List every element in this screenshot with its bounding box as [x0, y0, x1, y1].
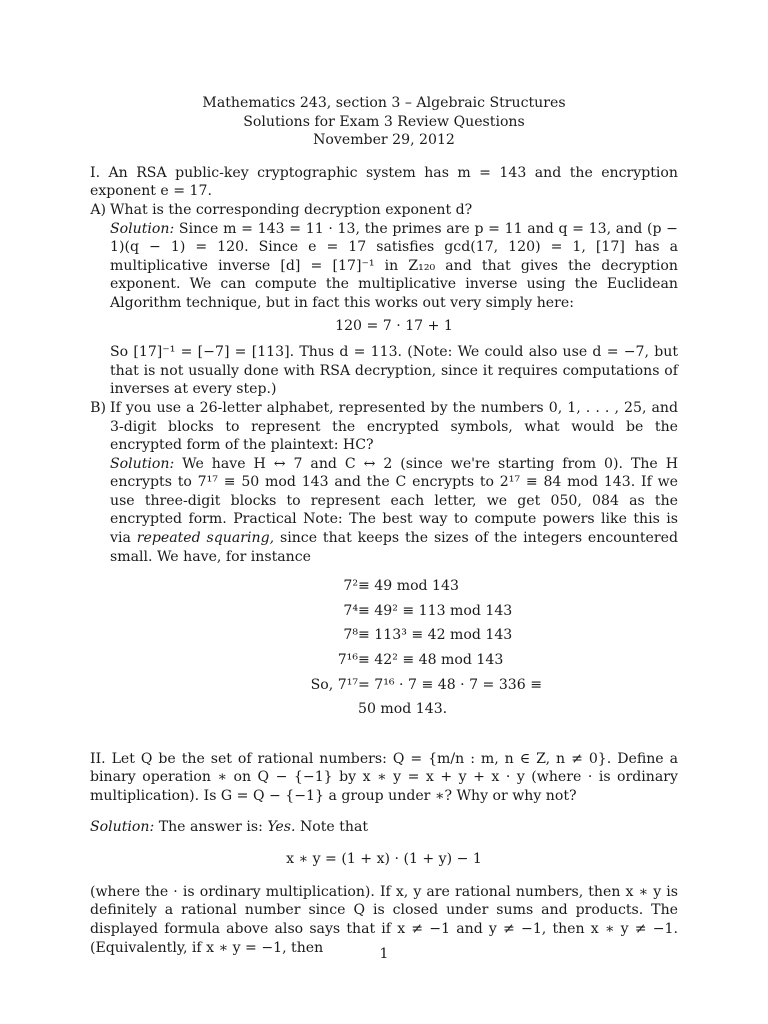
answer-lead: The answer is: — [158, 818, 263, 835]
document-title: Solutions for Exam 3 Review Questions — [243, 113, 525, 130]
problem-2-paragraph: (where the · is ordinary multiplication). If x, y are rational numbers, then x ∗ y is definitely a rational number since Q is closed under sums and products. The displayed formula above also says that if x ≠ −1 and y ≠ −1, then x ∗ y ≠ −1. (Equivalently, if x ∗ y = −1, then — [90, 883, 678, 956]
power-lhs: 7⁴ — [343, 602, 358, 619]
answer-value: Yes. — [267, 818, 296, 835]
power-row — [248, 673, 548, 722]
solution-label: Solution: — [110, 220, 175, 237]
part-a-label: A) — [90, 201, 106, 218]
part-b-solution-end: since that keeps the sizes of the integers encountered small. We have, for instance — [110, 530, 678, 565]
solution-label: Solution: — [90, 818, 155, 835]
part-a-solution-text: Since m = 143 = 11 · 13, the primes are p = 11 and q = 13, and (p − 1)(q − 1) = 120. Since e = 17 satisfies gcd(17, 120) = 1, [17] has a multiplicative inverse [d] = [17]⁻¹ in Z₁₂₀ and that gives the decryption exponent. We can compute the multiplicative inverse using the Euclidean Algorithm technique, but in fact this works out very simply here: — [110, 220, 678, 311]
document-header — [90, 94, 678, 150]
answer-tail: Note that — [299, 818, 369, 835]
power-lhs: 7² — [343, 578, 358, 595]
course-title: Mathematics 243, section 3 – Algebraic Structures — [202, 95, 566, 111]
page-number: 1 — [379, 946, 389, 962]
part-a — [90, 201, 678, 399]
part-b-question: If you use a 26-letter alphabet, represented by the numbers 0, 1, . . . , 25, and 3-digit blocks to represent the encrypted symbols, what would be the encrypted form of the plaintext: HC? — [110, 399, 678, 454]
power-rhs: ≡ 49 mod 143 — [358, 578, 459, 595]
power-row — [248, 599, 548, 624]
page-content — [90, 94, 678, 957]
part-a-question: What is the corresponding decryption exponent d? — [110, 201, 473, 218]
problem-1-intro: An RSA public-key cryptographic system has m = 143 and the encryption exponent e = 17. — [90, 164, 678, 200]
part-b — [90, 399, 678, 566]
power-lhs: 7⁸ — [343, 627, 358, 644]
power-rhs: ≡ 42² ≡ 48 mod 143 — [358, 652, 504, 669]
power-lhs: 7¹⁶ — [337, 652, 358, 669]
problem-2 — [90, 750, 678, 806]
power-rhs: = 7¹⁶ · 7 ≡ 48 · 7 = 336 ≡ 50 mod 143. — [358, 676, 543, 718]
problem-2-label: II. — [90, 750, 106, 767]
power-rhs: ≡ 113³ ≡ 42 mod 143 — [358, 627, 513, 644]
euclid-equation: 120 = 7 · 17 + 1 — [335, 317, 453, 334]
problem-1 — [90, 164, 678, 201]
problem-1-label: I. — [90, 164, 101, 181]
part-b-label: B) — [90, 399, 106, 416]
emphasized-term: repeated squaring, — [136, 530, 275, 547]
operation-identity: x ∗ y = (1 + x) · (1 + y) − 1 — [286, 851, 482, 868]
power-row — [248, 648, 548, 673]
power-row — [248, 623, 548, 648]
part-a-conclusion: So [17]⁻¹ = [−7] = [113]. Thus d = 113. (Note: We could also use d = −7, but that is not usually done with RSA decryption, since it requires computations of inverses at every step.) — [110, 344, 678, 398]
solution-label: Solution: — [110, 455, 175, 472]
problem-2-statement: Let Q be the set of rational numbers: Q = {m/n : m, n ∈ Z, n ≠ 0}. Define a binary operation ∗ on Q − {−1} by x ∗ y = x + y + x · y (where · is ordinary multiplication). Is G = Q − {−1} a group under ∗? Why or why not? — [90, 750, 678, 804]
repeated-squaring-table — [248, 574, 548, 722]
power-lhs: So, 7¹⁷ — [310, 676, 358, 693]
problem-2-answer — [90, 818, 678, 837]
part-b-solution-text: We have H ↔ 7 and C ↔ 2 (since we're starting from 0). The H encrypts to 7¹⁷ ≡ 50 mod 143 and the C encrypts to 2¹⁷ ≡ 84 mod 143. If we use three-digit blocks to represent each letter, we get 050, 084 as the encrypted form. Practical Note: The best way to compute powers like this is via — [110, 455, 679, 547]
document-date: November 29, 2012 — [313, 132, 455, 149]
power-rhs: ≡ 49² ≡ 113 mod 143 — [358, 602, 513, 619]
power-row — [248, 574, 548, 599]
